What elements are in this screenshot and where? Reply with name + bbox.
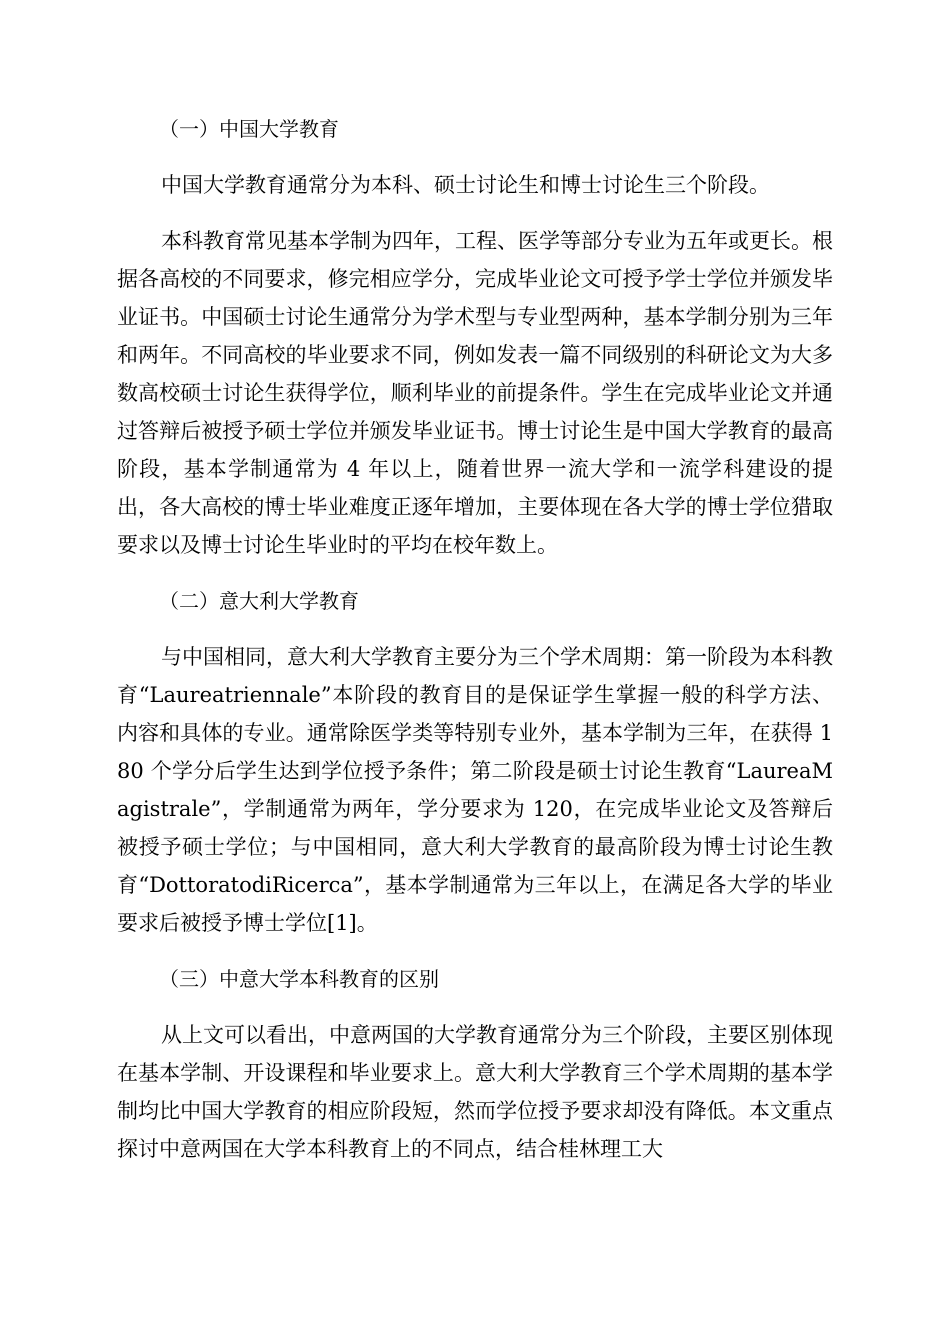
section-heading-china: （一）中国大学教育 xyxy=(159,117,339,141)
section-lead-china: 中国大学教育通常分为本科、硕士讨论生和博士讨论生三个阶段。 xyxy=(161,173,770,197)
document-body xyxy=(117,110,833,1168)
section-heading-italy: （二）意大利大学教育 xyxy=(159,589,359,613)
section-paragraph-comparison: 从上文可以看出，中意两国的大学教育通常分为三个阶段，主要区别体现在基本学制、开设课程和毕业要求上。意大利大学教育三个学术周期的基本学制均比中国大学教育的相应阶段短，然而学位授予要求却没有降低。本文重点探讨中意两国在大学本科教育上的不同点，结合桂林理工大 xyxy=(117,1023,833,1161)
section-paragraph-china: 本科教育常见基本学制为四年，工程、医学等部分专业为五年或更长。根据各高校的不同要求，修完相应学分，完成毕业论文可授予学士学位并颁发毕业证书。中国硕士讨论生通常分为学术型与专业型两种，基本学制分别为三年和两年。不同高校的毕业要求不同，例如发表一篇不同级别的科研论文为大多数高校硕士讨论生获得学位，顺利毕业的前提条件。学生在完成毕业论文并通过答辩后被授予硕士学位并颁发毕业证书。博士讨论生是中国大学教育的最高阶段，基本学制通常为 4 年以上，随着世界一流大学和一流学科建设的提出，各大高校的博士毕业难度正逐年增加，主要体现在各大学的博士学位猎取要求以及博士讨论生毕业时的平均在校年数上。 xyxy=(117,229,833,557)
section-paragraph-italy: 与中国相同，意大利大学教育主要分为三个学术周期：第一阶段为本科教育“Laureatriennale”本阶段的教育目的是保证学生掌握一般的科学方法、内容和具体的专业。通常除医学类等特别专业外，基本学制为三年，在获得 180 个学分后学生达到学位授予条件；第二阶段是硕士讨论生教育“LaureaMagistrale”，学制通常为两年，学分要求为 120，在完成毕业论文及答辩后被授予硕士学位；与中国相同，意大利大学教育的最高阶段为博士讨论生教育“DottoratodiRicerca”，基本学制通常为三年以上，在满足各大学的毕业要求后被授予博士学位[1]。 xyxy=(117,645,833,935)
section-heading-comparison: （三）中意大学本科教育的区别 xyxy=(159,967,439,991)
